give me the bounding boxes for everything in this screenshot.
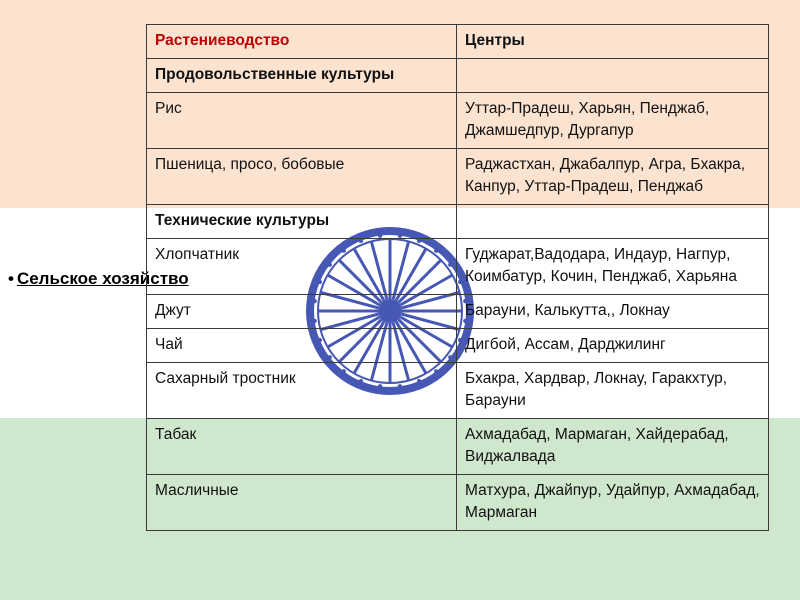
category-cell: Продовольственные культуры bbox=[147, 59, 457, 93]
centers-cell bbox=[457, 59, 769, 93]
centers-cell: Уттар-Прадеш, Харьян, Пенджаб, Джамшедпур, Дургапур bbox=[457, 93, 769, 149]
category-cell: Технические культуры bbox=[147, 205, 457, 239]
crop-cell: Табак bbox=[147, 419, 457, 475]
table-row bbox=[147, 93, 769, 149]
header-crop: Растениеводство bbox=[147, 25, 457, 59]
centers-cell: Бхакра, Хардвар, Локнау, Гаракхтур, Барауни bbox=[457, 363, 769, 419]
category-row bbox=[147, 59, 769, 93]
header-centers: Центры bbox=[457, 25, 769, 59]
table-row bbox=[147, 363, 769, 419]
table-row bbox=[147, 239, 769, 295]
centers-cell: Дигбой, Ассам, Дарджилинг bbox=[457, 329, 769, 363]
centers-cell bbox=[457, 205, 769, 239]
table-row bbox=[147, 419, 769, 475]
bullet-marker: • bbox=[8, 269, 14, 288]
crops-table bbox=[146, 24, 769, 531]
centers-cell: Барауни, Калькутта,, Локнау bbox=[457, 295, 769, 329]
crop-cell: Сахарный тростник bbox=[147, 363, 457, 419]
crop-cell: Пшеница, просо, бобовые bbox=[147, 149, 457, 205]
centers-cell: Раджастхан, Джабалпур, Агра, Бхакра, Канпур, Уттар-Прадеш, Пенджаб bbox=[457, 149, 769, 205]
crop-cell: Чай bbox=[147, 329, 457, 363]
table-row bbox=[147, 475, 769, 531]
table-row bbox=[147, 329, 769, 363]
centers-cell: Гуджарат,Вадодара, Индаур, Нагпур, Коимбатур, Кочин, Пенджаб, Харьяна bbox=[457, 239, 769, 295]
centers-cell: Матхура, Джайпур, Удайпур, Ахмадабад, Мармаган bbox=[457, 475, 769, 531]
section-label-text: Сельское хозяйство bbox=[16, 269, 189, 288]
table-header-row bbox=[147, 25, 769, 59]
crop-cell: Рис bbox=[147, 93, 457, 149]
table-row bbox=[147, 149, 769, 205]
centers-cell: Ахмадабад, Мармаган, Хайдерабад, Виджалвада bbox=[457, 419, 769, 475]
crop-cell: Хлопчатник bbox=[147, 239, 457, 295]
crop-cell: Джут bbox=[147, 295, 457, 329]
crop-cell: Масличные bbox=[147, 475, 457, 531]
table-row bbox=[147, 295, 769, 329]
category-row bbox=[147, 205, 769, 239]
